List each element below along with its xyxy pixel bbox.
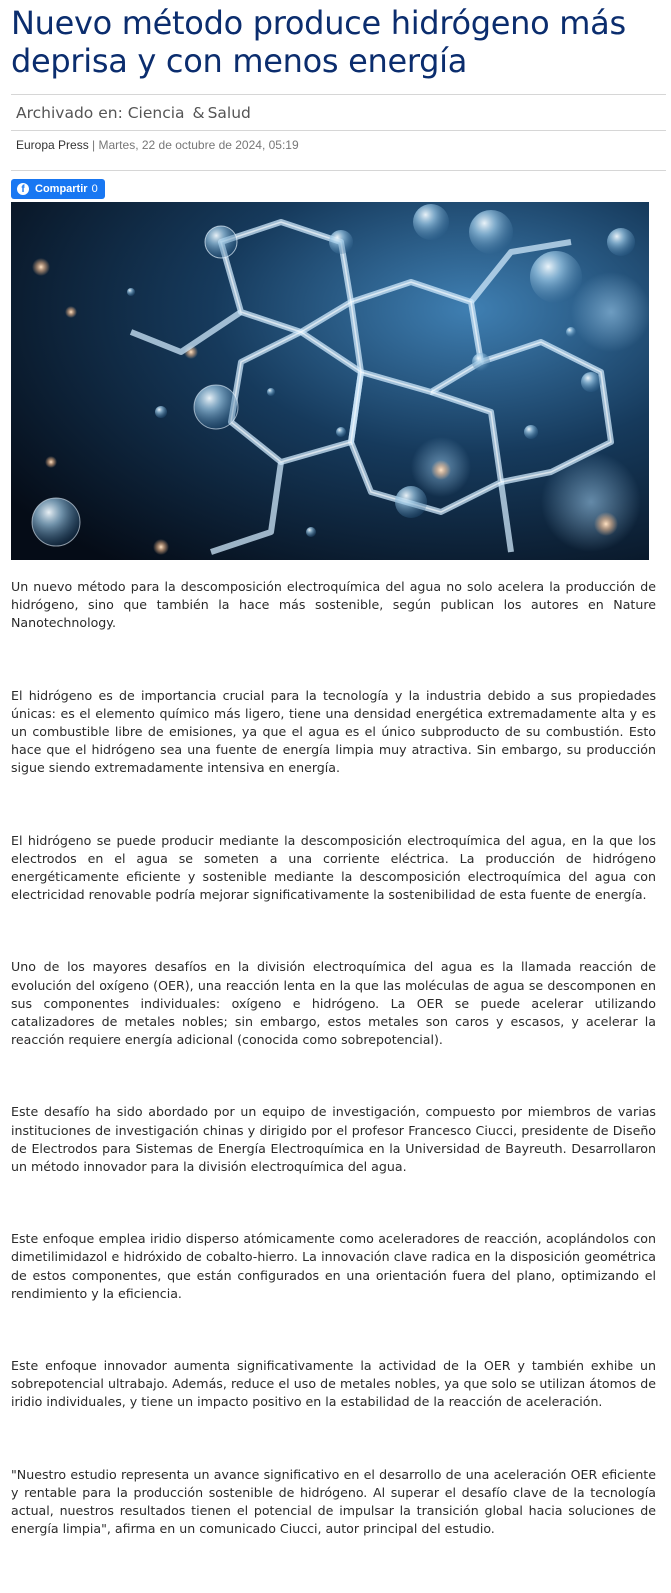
article-page xyxy=(11,0,666,1593)
facebook-share-button[interactable] xyxy=(11,179,105,199)
article-paragraph: Este desafío ha sido abordado por un equipo de investigación, compuesto por miembros de varias instituciones de investigación chinas y dirigido por el profesor Francesco Ciucci, presidente de Diseño de Electrodos para Sistemas de Energía Electroquímica en la Universidad de Bayreuth. Desarrollaron un método innovador para la división electroquímica del agua. xyxy=(11,1104,656,1175)
category-link-ciencia[interactable]: Ciencia xyxy=(127,104,185,122)
facebook-icon: f xyxy=(17,183,29,195)
share-count: 0 xyxy=(91,183,98,195)
article-paragraph: Un nuevo método para la descomposición electroquímica del agua no solo acelera la producción de hidrógeno, sino que también la hace más sostenible, según publican los autores en Nature Nanotechnology. xyxy=(11,579,656,631)
article-body xyxy=(11,578,656,1539)
archive-bar xyxy=(11,94,666,131)
article-hero-image xyxy=(11,202,649,560)
share-row xyxy=(11,177,666,197)
article-paragraph: Uno de los mayores desafíos en la división electroquímica del agua es la llamada reacción de evolución del oxígeno (OER), una reacción lenta en la que las moléculas de agua se descomponen en sus componentes individuales: oxígeno e hidrógeno. La OER se puede acelerar utilizando catalizadores de metales nobles; sin embargo, estos metales son caros y escasos, y acelerar la reacción requiere energía adicional (conocida como sobrepotencial). xyxy=(11,959,656,1048)
article-title: Nuevo método produce hidrógeno más deprisa y con menos energía xyxy=(11,4,626,80)
archive-label: Archivado en: xyxy=(16,104,123,122)
category-link-salud[interactable]: Salud xyxy=(207,104,251,122)
category-separator: & xyxy=(192,104,205,122)
share-label: Compartir xyxy=(35,183,88,195)
article-source: Europa Press xyxy=(16,138,89,152)
article-paragraph: Este enfoque innovador aumenta significativamente la actividad de la OER y también exhibe un sobrepotencial ultrabajo. Además, reduce el uso de metales nobles, ya que solo se utilizan átomos de iridio individuales, y tiene un impacto positivo en la estabilidad de la reacción de aceleración. xyxy=(11,1358,656,1410)
byline xyxy=(11,131,666,171)
article-paragraph: El hidrógeno es de importancia crucial para la tecnología y la industria debido a sus propiedades únicas: es el elemento químico más ligero, tiene una densidad energética extremadamente alta y es un combustible libre de emisiones, ya que el agua es el único subproducto de su combustión. Esto hace que el hidrógeno sea una fuente de energía limpia muy atractiva. Sin embargo, su producción sigue siendo extremadamente intensiva en energía. xyxy=(11,687,656,776)
article-date: Martes, 22 de octubre de 2024, 05:19 xyxy=(98,138,299,152)
article-paragraph: "Nuestro estudio representa un avance significativo en el desarrollo de una aceleración OER eficiente y rentable para la producción sostenible de hidrógeno. Al superar el desafío clave de la tecnología actual, nuestros resultados tienen el potencial de impulsar la transición global hacia soluciones de energía limpia", afirma en un comunicado Ciucci, autor principal del estudio. xyxy=(11,1466,656,1537)
byline-separator: | xyxy=(92,138,96,152)
article-paragraph: Este enfoque emplea iridio disperso atómicamente como aceleradores de reacción, acoplándolos con dimetilimidazol e hidróxido de cobalto-hierro. La innovación clave radica en la disposición geométrica de estos componentes, que están configurados en una orientación fuera del plano, optimizando el rendimiento y la eficiencia. xyxy=(11,1231,656,1301)
article-paragraph: El hidrógeno se puede producir mediante la descomposición electroquímica del agua, en la que los electrodos en el agua se someten a una corriente eléctrica. La producción de hidrógeno energéticamente eficiente y sostenible mediante la descomposición electroquímica del agua con electricidad renovable podría mejorar significativamente la sostenibilidad de esta fuente de energía. xyxy=(11,832,656,903)
